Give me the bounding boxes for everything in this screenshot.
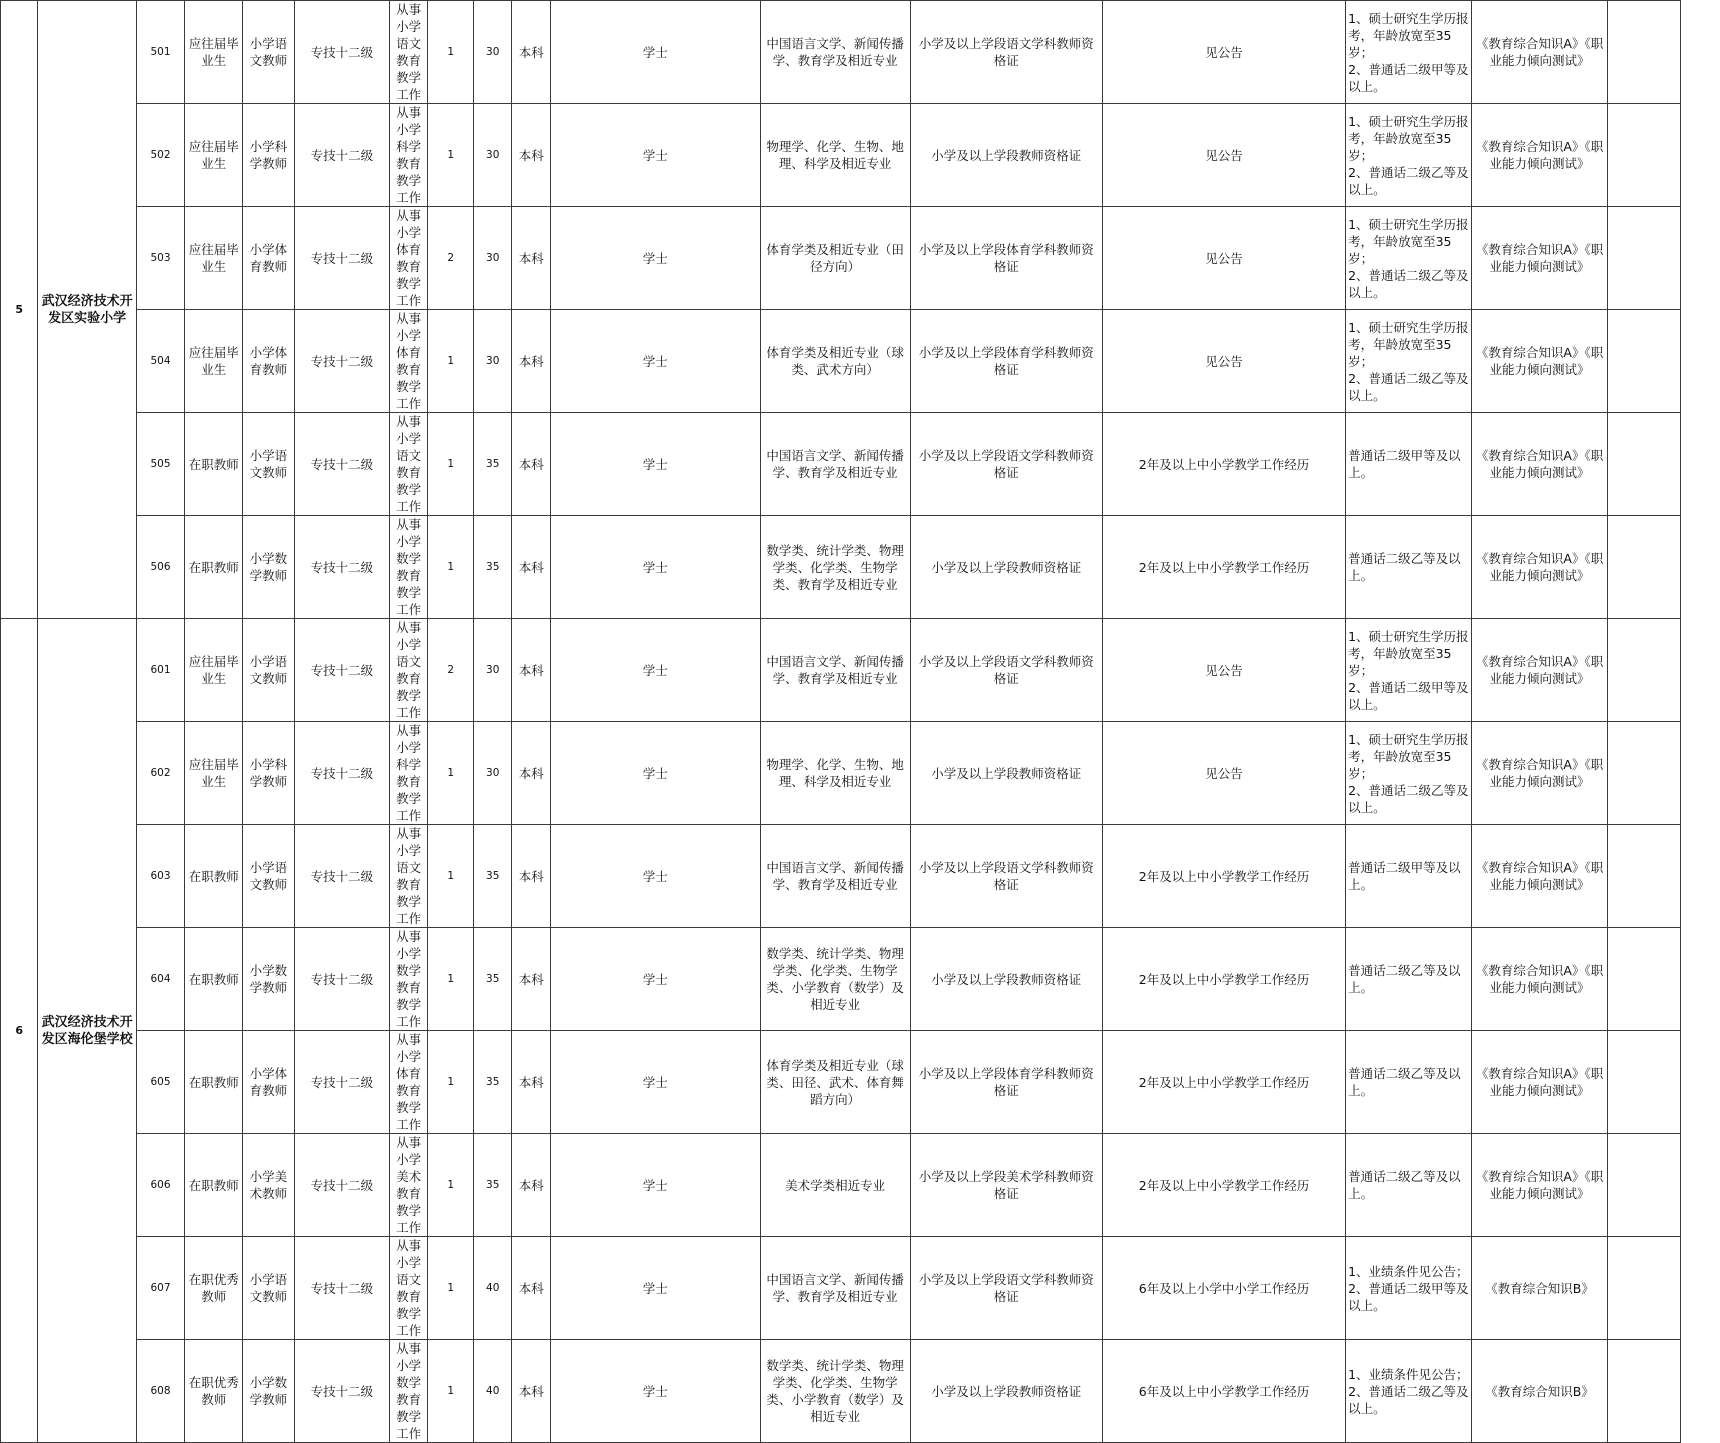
post-code: 503: [136, 207, 185, 310]
certificate-requirement: 小学及以上学段语文学科教师资格证: [910, 825, 1102, 928]
blank-cell: [1608, 207, 1681, 310]
table-row: [1, 619, 1720, 722]
table-row: [1, 516, 1720, 619]
post-code: 601: [136, 619, 185, 722]
degree: 学士: [550, 1134, 760, 1237]
post-name: 小学数学教师: [243, 928, 295, 1031]
post-duty: 从事小学科学教育教学工作: [389, 104, 427, 207]
exam-subject: 《教育综合知识A》《职业能力倾向测试》: [1471, 619, 1608, 722]
notes: 1、硕士研究生学历报考，年龄放宽至35岁； 2、普通话二级乙等及以上。: [1346, 310, 1472, 413]
other-requirement: 见公告: [1102, 104, 1345, 207]
degree: 学士: [550, 825, 760, 928]
exam-subject: 《教育综合知识A》《职业能力倾向测试》: [1471, 722, 1608, 825]
table-row: [1, 104, 1720, 207]
recruit-target: 应往届毕业生: [185, 1, 243, 104]
degree: 学士: [550, 619, 760, 722]
certificate-requirement: 小学及以上学段教师资格证: [910, 104, 1102, 207]
blank-cell: [1608, 619, 1681, 722]
recruit-target: 在职优秀教师: [185, 1237, 243, 1340]
post-duty: 从事小学美术教育教学工作: [389, 1134, 427, 1237]
post-code: 502: [136, 104, 185, 207]
post-duty: 从事小学数学教育教学工作: [389, 928, 427, 1031]
blank-cell: [1608, 1031, 1681, 1134]
blank-cell: [1608, 1340, 1681, 1443]
recruit-target: 在职教师: [185, 1031, 243, 1134]
degree: 学士: [550, 207, 760, 310]
post-level: 专技十二级: [294, 722, 389, 825]
notes: 1、硕士研究生学历报考，年龄放宽至35岁； 2、普通话二级乙等及以上。: [1346, 207, 1472, 310]
recruit-target: 在职教师: [185, 413, 243, 516]
other-requirement: 2年及以上中小学教学工作经历: [1102, 1134, 1345, 1237]
post-code: 605: [136, 1031, 185, 1134]
degree: 学士: [550, 310, 760, 413]
recruit-target: 应往届毕业生: [185, 207, 243, 310]
other-requirement: 6年及以上小学中小学工作经历: [1102, 1237, 1345, 1340]
other-requirement: 见公告: [1102, 619, 1345, 722]
education: 本科: [512, 1134, 550, 1237]
age-limit: 30: [473, 619, 511, 722]
post-level: 专技十二级: [294, 1237, 389, 1340]
post-level: 专技十二级: [294, 825, 389, 928]
exam-subject: 《教育综合知识A》《职业能力倾向测试》: [1471, 928, 1608, 1031]
exam-subject: 《教育综合知识B》: [1471, 1237, 1608, 1340]
post-level: 专技十二级: [294, 619, 389, 722]
unit-name: 武汉经济技术开发区实验小学: [38, 1, 136, 619]
certificate-requirement: 小学及以上学段体育学科教师资格证: [910, 1031, 1102, 1134]
post-name: 小学数学教师: [243, 516, 295, 619]
blank-cell: [1608, 825, 1681, 928]
major-requirement: 体育学类及相近专业（田径方向）: [760, 207, 910, 310]
post-level: 专技十二级: [294, 1340, 389, 1443]
age-limit: 35: [473, 928, 511, 1031]
post-level: 专技十二级: [294, 413, 389, 516]
post-duty: 从事小学语文教育教学工作: [389, 1, 427, 104]
post-name: 小学语文教师: [243, 413, 295, 516]
recruit-count: 1: [428, 928, 474, 1031]
notes: 普通话二级甲等及以上。: [1346, 413, 1472, 516]
major-requirement: 中国语言文学、新闻传播学、教育学及相近专业: [760, 413, 910, 516]
other-requirement: 2年及以上中小学教学工作经历: [1102, 825, 1345, 928]
notes: 普通话二级乙等及以上。: [1346, 1134, 1472, 1237]
major-requirement: 中国语言文学、新闻传播学、教育学及相近专业: [760, 825, 910, 928]
education: 本科: [512, 928, 550, 1031]
recruit-target: 应往届毕业生: [185, 310, 243, 413]
education: 本科: [512, 516, 550, 619]
notes: 1、业绩条件见公告；2、普通话二级甲等及以上。: [1346, 1237, 1472, 1340]
recruit-count: 1: [428, 722, 474, 825]
recruit-count: 1: [428, 413, 474, 516]
recruit-target: 应往届毕业生: [185, 104, 243, 207]
table-row: [1, 1, 1720, 104]
post-name: 小学美术教师: [243, 1134, 295, 1237]
education: 本科: [512, 825, 550, 928]
certificate-requirement: 小学及以上学段美术学科教师资格证: [910, 1134, 1102, 1237]
table-row: [1, 413, 1720, 516]
other-requirement: 2年及以上中小学教学工作经历: [1102, 928, 1345, 1031]
age-limit: 35: [473, 413, 511, 516]
education: 本科: [512, 1, 550, 104]
notes: 普通话二级乙等及以上。: [1346, 1031, 1472, 1134]
major-requirement: 中国语言文学、新闻传播学、教育学及相近专业: [760, 619, 910, 722]
exam-subject: 《教育综合知识A》《职业能力倾向测试》: [1471, 825, 1608, 928]
certificate-requirement: 小学及以上学段教师资格证: [910, 516, 1102, 619]
certificate-requirement: 小学及以上学段教师资格证: [910, 928, 1102, 1031]
age-limit: 35: [473, 1134, 511, 1237]
recruit-target: 在职教师: [185, 516, 243, 619]
exam-subject: 《教育综合知识A》《职业能力倾向测试》: [1471, 1134, 1608, 1237]
post-code: 602: [136, 722, 185, 825]
other-requirement: 2年及以上中小学教学工作经历: [1102, 1031, 1345, 1134]
certificate-requirement: 小学及以上学段语文学科教师资格证: [910, 619, 1102, 722]
post-duty: 从事小学体育教育教学工作: [389, 1031, 427, 1134]
post-duty: 从事小学体育教育教学工作: [389, 310, 427, 413]
degree: 学士: [550, 722, 760, 825]
post-code: 505: [136, 413, 185, 516]
age-limit: 30: [473, 722, 511, 825]
major-requirement: 物理学、化学、生物、地理、科学及相近专业: [760, 722, 910, 825]
education: 本科: [512, 619, 550, 722]
degree: 学士: [550, 1, 760, 104]
post-code: 606: [136, 1134, 185, 1237]
age-limit: 30: [473, 310, 511, 413]
post-code: 608: [136, 1340, 185, 1443]
other-requirement: 见公告: [1102, 722, 1345, 825]
education: 本科: [512, 1340, 550, 1443]
unit-name: 武汉经济技术开发区海伦堡学校: [38, 619, 136, 1443]
recruit-target: 应往届毕业生: [185, 722, 243, 825]
exam-subject: 《教育综合知识A》《职业能力倾向测试》: [1471, 516, 1608, 619]
blank-cell: [1608, 413, 1681, 516]
certificate-requirement: 小学及以上学段语文学科教师资格证: [910, 1237, 1102, 1340]
recruit-count: 2: [428, 207, 474, 310]
unit-number: 5: [1, 1, 38, 619]
blank-cell: [1608, 1237, 1681, 1340]
other-requirement: 见公告: [1102, 1, 1345, 104]
major-requirement: 体育学类及相近专业（球类、田径、武术、体育舞蹈方向）: [760, 1031, 910, 1134]
table-row: [1, 928, 1720, 1031]
post-level: 专技十二级: [294, 207, 389, 310]
degree: 学士: [550, 1031, 760, 1134]
major-requirement: 数学类、统计学类、物理学类、化学类、生物学类、教育学及相近专业: [760, 516, 910, 619]
post-code: 607: [136, 1237, 185, 1340]
recruit-target: 在职优秀教师: [185, 1340, 243, 1443]
post-duty: 从事小学语文教育教学工作: [389, 1237, 427, 1340]
post-name: 小学数学教师: [243, 1340, 295, 1443]
age-limit: 30: [473, 207, 511, 310]
other-requirement: 见公告: [1102, 207, 1345, 310]
post-name: 小学语文教师: [243, 619, 295, 722]
major-requirement: 数学类、统计学类、物理学类、化学类、生物学类、小学教育（数学）及相近专业: [760, 928, 910, 1031]
table-row: [1, 722, 1720, 825]
table-row: [1, 207, 1720, 310]
post-level: 专技十二级: [294, 310, 389, 413]
post-name: 小学语文教师: [243, 825, 295, 928]
degree: 学士: [550, 104, 760, 207]
notes: 普通话二级乙等及以上。: [1346, 928, 1472, 1031]
certificate-requirement: 小学及以上学段语文学科教师资格证: [910, 413, 1102, 516]
post-name: 小学科学教师: [243, 722, 295, 825]
certificate-requirement: 小学及以上学段语文学科教师资格证: [910, 1, 1102, 104]
education: 本科: [512, 104, 550, 207]
post-duty: 从事小学数学教育教学工作: [389, 516, 427, 619]
blank-cell: [1608, 928, 1681, 1031]
certificate-requirement: 小学及以上学段体育学科教师资格证: [910, 310, 1102, 413]
recruit-count: 1: [428, 1237, 474, 1340]
post-level: 专技十二级: [294, 104, 389, 207]
education: 本科: [512, 1031, 550, 1134]
table-row: [1, 310, 1720, 413]
other-requirement: 6年及以上中小学教学工作经历: [1102, 1340, 1345, 1443]
exam-subject: 《教育综合知识A》《职业能力倾向测试》: [1471, 413, 1608, 516]
other-requirement: 见公告: [1102, 310, 1345, 413]
major-requirement: 物理学、化学、生物、地理、科学及相近专业: [760, 104, 910, 207]
major-requirement: 数学类、统计学类、物理学类、化学类、生物学类、小学教育（数学）及相近专业: [760, 1340, 910, 1443]
notes: 1、硕士研究生学历报考，年龄放宽至35岁； 2、普通话二级乙等及以上。: [1346, 722, 1472, 825]
recruit-count: 1: [428, 825, 474, 928]
age-limit: 30: [473, 1, 511, 104]
degree: 学士: [550, 1237, 760, 1340]
table-row: [1, 1340, 1720, 1443]
post-code: 604: [136, 928, 185, 1031]
age-limit: 35: [473, 1031, 511, 1134]
exam-subject: 《教育综合知识B》: [1471, 1340, 1608, 1443]
recruit-count: 1: [428, 1340, 474, 1443]
age-limit: 35: [473, 516, 511, 619]
blank-cell: [1608, 310, 1681, 413]
post-level: 专技十二级: [294, 928, 389, 1031]
post-name: 小学体育教师: [243, 1031, 295, 1134]
post-code: 603: [136, 825, 185, 928]
post-duty: 从事小学科学教育教学工作: [389, 722, 427, 825]
recruit-count: 2: [428, 619, 474, 722]
education: 本科: [512, 310, 550, 413]
exam-subject: 《教育综合知识A》《职业能力倾向测试》: [1471, 207, 1608, 310]
post-duty: 从事小学语文教育教学工作: [389, 825, 427, 928]
notes: 1、硕士研究生学历报考，年龄放宽至35岁； 2、普通话二级甲等及以上。: [1346, 1, 1472, 104]
major-requirement: 中国语言文学、新闻传播学、教育学及相近专业: [760, 1, 910, 104]
recruit-target: 在职教师: [185, 928, 243, 1031]
post-duty: 从事小学语文教育教学工作: [389, 413, 427, 516]
notes: 普通话二级乙等及以上。: [1346, 516, 1472, 619]
recruit-target: 在职教师: [185, 1134, 243, 1237]
exam-subject: 《教育综合知识A》《职业能力倾向测试》: [1471, 310, 1608, 413]
post-level: 专技十二级: [294, 1031, 389, 1134]
post-duty: 从事小学语文教育教学工作: [389, 619, 427, 722]
blank-cell: [1608, 516, 1681, 619]
major-requirement: 中国语言文学、新闻传播学、教育学及相近专业: [760, 1237, 910, 1340]
post-name: 小学体育教师: [243, 310, 295, 413]
blank-cell: [1608, 104, 1681, 207]
exam-subject: 《教育综合知识A》《职业能力倾向测试》: [1471, 1, 1608, 104]
notes: 普通话二级甲等及以上。: [1346, 825, 1472, 928]
recruit-count: 1: [428, 1, 474, 104]
certificate-requirement: 小学及以上学段体育学科教师资格证: [910, 207, 1102, 310]
age-limit: 35: [473, 825, 511, 928]
certificate-requirement: 小学及以上学段教师资格证: [910, 1340, 1102, 1443]
post-level: 专技十二级: [294, 1, 389, 104]
post-duty: 从事小学数学教育教学工作: [389, 1340, 427, 1443]
exam-subject: 《教育综合知识A》《职业能力倾向测试》: [1471, 104, 1608, 207]
exam-subject: 《教育综合知识A》《职业能力倾向测试》: [1471, 1031, 1608, 1134]
blank-cell: [1608, 1, 1681, 104]
recruit-target: 在职教师: [185, 825, 243, 928]
unit-number: 6: [1, 619, 38, 1443]
recruit-count: 1: [428, 1134, 474, 1237]
recruit-target: 应往届毕业生: [185, 619, 243, 722]
post-name: 小学科学教师: [243, 104, 295, 207]
table-row: [1, 1237, 1720, 1340]
major-requirement: 体育学类及相近专业（球类、武术方向）: [760, 310, 910, 413]
recruit-count: 1: [428, 310, 474, 413]
blank-cell: [1608, 722, 1681, 825]
recruit-count: 1: [428, 1031, 474, 1134]
post-level: 专技十二级: [294, 516, 389, 619]
recruit-count: 1: [428, 516, 474, 619]
post-name: 小学语文教师: [243, 1237, 295, 1340]
post-code: 504: [136, 310, 185, 413]
degree: 学士: [550, 928, 760, 1031]
table-row: [1, 825, 1720, 928]
age-limit: 40: [473, 1237, 511, 1340]
education: 本科: [512, 722, 550, 825]
major-requirement: 美术学类相近专业: [760, 1134, 910, 1237]
degree: 学士: [550, 413, 760, 516]
notes: 1、硕士研究生学历报考，年龄放宽至35岁； 2、普通话二级甲等及以上。: [1346, 619, 1472, 722]
education: 本科: [512, 413, 550, 516]
other-requirement: 2年及以上中小学教学工作经历: [1102, 516, 1345, 619]
certificate-requirement: 小学及以上学段教师资格证: [910, 722, 1102, 825]
post-name: 小学体育教师: [243, 207, 295, 310]
age-limit: 30: [473, 104, 511, 207]
education: 本科: [512, 207, 550, 310]
post-level: 专技十二级: [294, 1134, 389, 1237]
table-row: [1, 1134, 1720, 1237]
blank-cell: [1608, 1134, 1681, 1237]
notes: 1、硕士研究生学历报考，年龄放宽至35岁； 2、普通话二级乙等及以上。: [1346, 104, 1472, 207]
degree: 学士: [550, 1340, 760, 1443]
post-name: 小学语文教师: [243, 1, 295, 104]
age-limit: 40: [473, 1340, 511, 1443]
education: 本科: [512, 1237, 550, 1340]
table-row: [1, 1031, 1720, 1134]
other-requirement: 2年及以上中小学教学工作经历: [1102, 413, 1345, 516]
post-code: 501: [136, 1, 185, 104]
recruit-count: 1: [428, 104, 474, 207]
degree: 学士: [550, 516, 760, 619]
post-duty: 从事小学体育教育教学工作: [389, 207, 427, 310]
notes: 1、业绩条件见公告；2、普通话二级乙等及以上。: [1346, 1340, 1472, 1443]
post-code: 506: [136, 516, 185, 619]
